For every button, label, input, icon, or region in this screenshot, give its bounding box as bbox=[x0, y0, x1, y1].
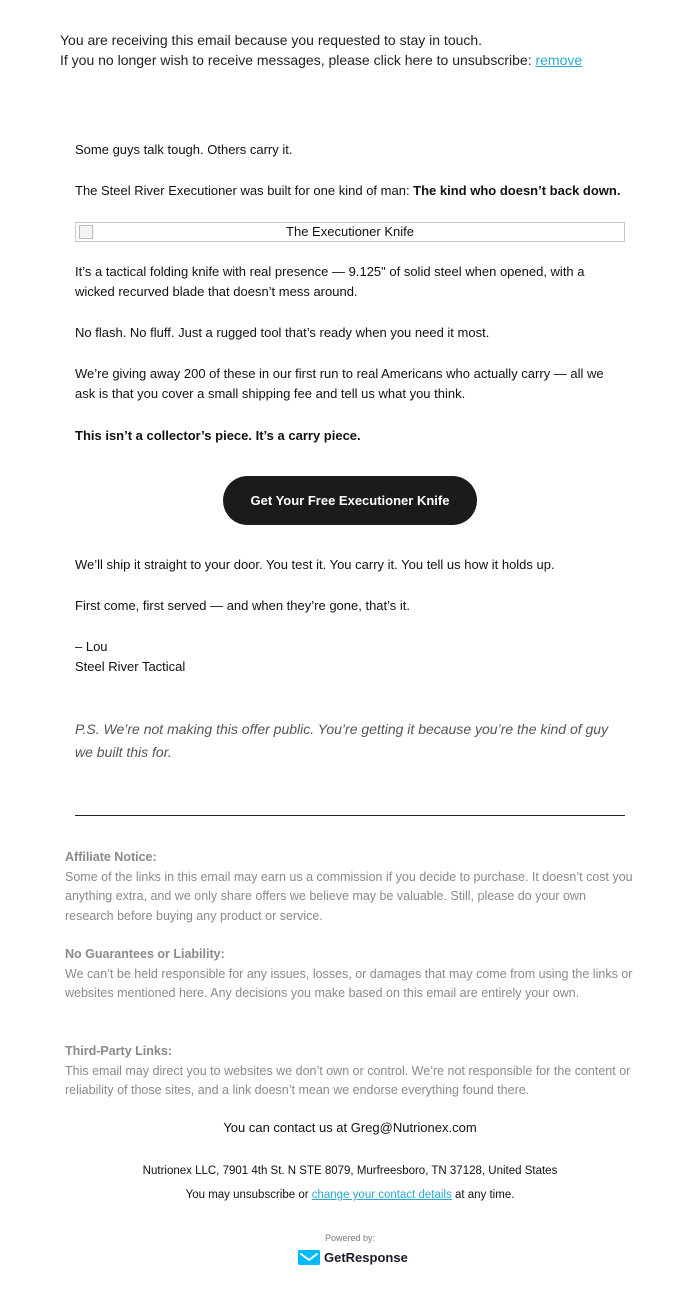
first-come-paragraph: First come, first served — and when they’re gone, that’s it. bbox=[75, 598, 411, 613]
knife-image-alt: The Executioner Knife bbox=[286, 224, 414, 239]
liability-notice-text: We can’t be held responsible for any issues, losses, or damages that may come from using the links or websites mentioned here. Any decisions you make based on this email are entirely your own. bbox=[65, 966, 633, 1000]
get-knife-button[interactable]: Get Your Free Executioner Knife bbox=[223, 476, 477, 525]
powered-by-label: Powered by: bbox=[324, 1233, 376, 1243]
carry-piece-paragraph: This isn’t a collector’s piece. It’s a carry piece. bbox=[75, 428, 361, 443]
signature-company: Steel River Tactical bbox=[75, 659, 186, 674]
unsubscribe-prompt: If you no longer wish to receive messages, please click here to unsubscribe: bbox=[60, 52, 536, 68]
third-party-notice-text: This email may direct you to websites we don’t own or control. We’re not responsible for the content or reliability of those sites, and a link doesn’t mean we endorse everything found there. bbox=[65, 1063, 631, 1097]
signature-name: – Lou bbox=[75, 639, 108, 654]
signature bbox=[75, 637, 625, 677]
unsubscribe-line bbox=[0, 1189, 700, 1201]
header-line-2 bbox=[60, 50, 582, 70]
remove-link[interactable]: remove bbox=[535, 52, 583, 68]
postscript: P.S. We’re not making this offer public. You’re getting it because you’re the kind of guy we built this for. bbox=[75, 721, 609, 760]
unsubscribe-prefix: You may unsubscribe or bbox=[185, 1189, 312, 1201]
built-for-bold: The kind who doesn’t back down. bbox=[413, 183, 621, 198]
getresponse-badge[interactable] bbox=[298, 1248, 408, 1266]
header-line-1: You are receiving this email because you requested to stay in touch. bbox=[60, 32, 483, 48]
affiliate-notice-heading: Affiliate Notice: bbox=[65, 850, 157, 864]
third-party-notice-heading: Third-Party Links: bbox=[65, 1044, 172, 1058]
unsubscribe-suffix: at any time. bbox=[451, 1189, 515, 1201]
intro-paragraph: Some guys talk tough. Others carry it. bbox=[75, 142, 293, 157]
contact-line: You can contact us at Greg@Nutrionex.com bbox=[223, 1120, 477, 1135]
ship-paragraph: We’ll ship it straight to your door. You test it. You carry it. You tell us how it holds up. bbox=[75, 557, 555, 572]
description-paragraph: It’s a tactical folding knife with real presence — 9.125" of solid steel when opened, with a wicked recurved blade that doesn’t mess around. bbox=[75, 264, 585, 299]
knife-image[interactable] bbox=[75, 222, 625, 242]
third-party-notice bbox=[65, 1042, 637, 1101]
change-contact-details-link[interactable]: change your contact details bbox=[311, 1189, 452, 1201]
getresponse-brand: GetResponse bbox=[324, 1249, 408, 1265]
no-flash-paragraph: No flash. No fluff. Just a rugged tool that’s ready when you need it most. bbox=[75, 325, 490, 340]
giveaway-paragraph: We’re giving away 200 of these in our first run to real Americans who actually carry — all we ask is that you cover a small shipping fee and tell us what you think. bbox=[75, 366, 604, 401]
built-for-paragraph bbox=[75, 181, 625, 201]
getresponse-envelope-icon bbox=[298, 1250, 320, 1265]
divider bbox=[75, 815, 625, 816]
email-header bbox=[60, 30, 582, 70]
liability-notice bbox=[65, 945, 637, 1004]
liability-notice-heading: No Guarantees or Liability: bbox=[65, 947, 225, 961]
postal-address: Nutrionex LLC, 7901 4th St. N STE 8079, Murfreesboro, TN 37128, United States bbox=[142, 1165, 558, 1177]
built-for-text: The Steel River Executioner was built for one kind of man: bbox=[75, 183, 414, 198]
affiliate-notice bbox=[65, 848, 637, 926]
affiliate-notice-text: Some of the links in this email may earn us a commission if you decide to purchase. It doesn’t cost you anything extra, and we only share offers we believe may be valuable. Still, please do your own research before buying any product or service. bbox=[65, 869, 633, 923]
